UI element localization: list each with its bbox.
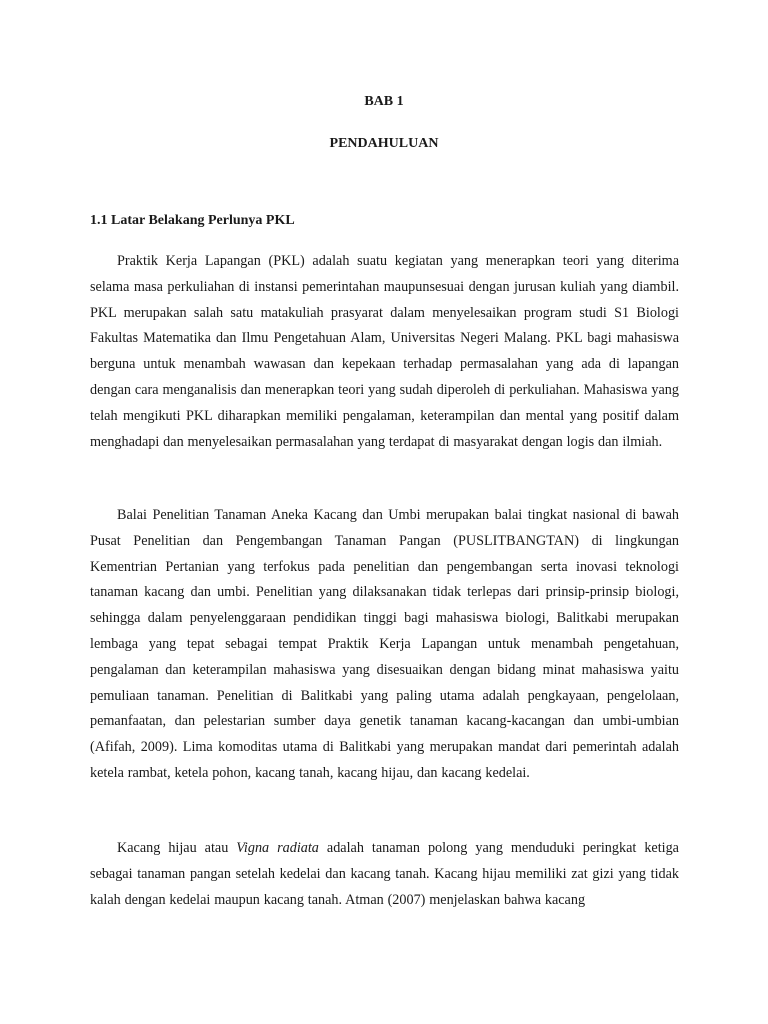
paragraph-text-start: Kacang hijau atau [117,840,237,856]
section-heading: 1.1 Latar Belakang Perlunya PKL [90,213,295,228]
paragraph-pkl-definition: Praktik Kerja Lapangan (PKL) adalah suatu kegiatan yang menerapkan teori yang diterima selama masa perkuliahan di instansi pemerintahan maupunsesuai dengan jurusan kuliah yang diambil. PKL merupakan salah satu matakuliah prasyarat dalam menyelesaikan program studi S1 Biologi Fakultas Matematika dan Ilmu Pengetahuan Alam, Universitas Negeri Malang. PKL bagi mahasiswa berguna untuk menambah wawasan dan kepekaan terhadap permasalahan yang ada di lapangan dengan cara menganalisis dan menerapkan teori yang sudah diperoleh di perkuliahan. Mahasiswa yang telah mengikuti PKL diharapkan memiliki pengalaman, keterampilan dan mental yang positif dalam menghadapi dan menyelesaikan permasalahan yang terdapat di masyarakat dengan logis dan ilmiah. [90,253,679,450]
chapter-title: PENDAHULUAN [329,136,439,151]
scientific-name: Vigna radiata [236,840,319,856]
paragraph-balitkabi: Balai Penelitian Tanaman Aneka Kacang dan Umbi merupakan balai tingkat nasional di bawah Pusat Penelitian dan Pengembangan Tanaman Pangan (PUSLITBANGTAN) di lingkungan Kementrian Pertanian yang terfokus pada penelitian dan pengembangan serta inovasi teknologi tanaman kacang dan umbi. Penelitian yang dilaksanakan tidak terlepas dari prinsip-prinsip biologi, sehingga dalam penyelenggaraan pendidikan tinggi bagi mahasiswa biologi, Balitkabi merupakan lembaga yang tepat sebagai tempat Praktik Kerja Lapangan untuk menambah pengetahuan, pengalaman dan keterampilan mahasiswa yang disesuaikan dengan bidang minat mahasiswa yaitu pemuliaan tanaman. Penelitian di Balitkabi yang paling utama adalah pengkayaan, pengelolaan, pemanfaatan, dan pelestarian sumber daya genetik tanaman kacang-kacangan dan umbi-umbian (Afifah, 2009). Lima komoditas utama di Balitkabi yang merupakan mandat dari pemerintah adalah ketela rambat, ketela pohon, kacang tanah, kacang hijau, dan kacang kedelai. [90,507,679,781]
paragraph-kacang-hijau [90,836,679,913]
chapter-label: BAB 1 [364,94,404,109]
paragraph-text-end: adalah tanaman polong yang menduduki peringkat ketiga sebagai tanaman pangan setelah kedelai dan kacang tanah. Kacang hijau memiliki zat gizi yang tidak kalah dengan kedelai maupun kacang tanah. Atman (2007) menjelaskan bahwa kacang [90,840,679,908]
